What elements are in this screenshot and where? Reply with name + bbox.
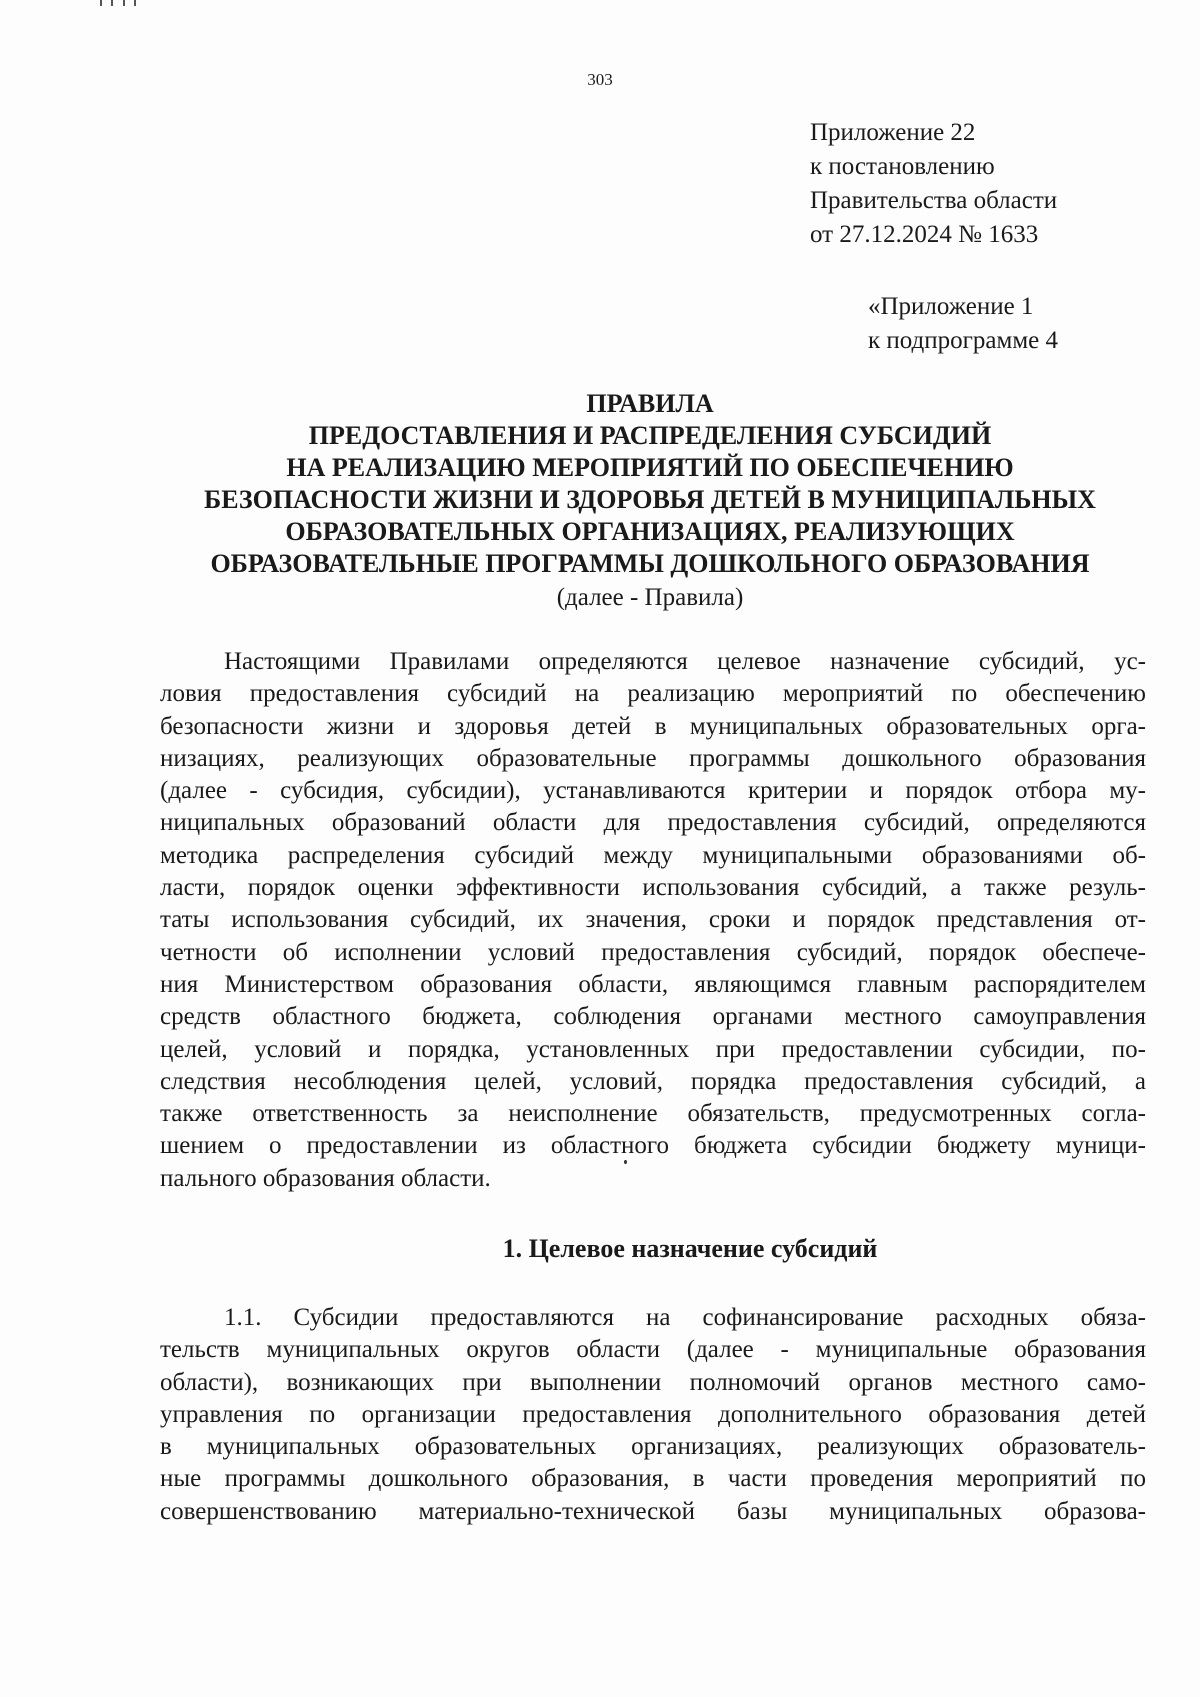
text-line: четности об исполнении условий предоставления субсидий, порядок обеспече- bbox=[160, 938, 1146, 966]
scan-speck bbox=[624, 1160, 627, 1164]
text-line: средств областного бюджета, соблюдения органами местного самоуправления bbox=[160, 1003, 1146, 1031]
text-line: тельств муниципальных округов области (далее - муниципальные образования bbox=[160, 1336, 1146, 1364]
text-line: методика распределения субсидий между муниципальными образованиями об- bbox=[160, 841, 1146, 869]
annex-sub-line: к подпрограмме 4 bbox=[868, 327, 1058, 354]
annex-reference bbox=[810, 116, 1057, 252]
annex-sub-line: «Приложение 1 bbox=[868, 293, 1034, 320]
scan-artifact bbox=[100, 0, 136, 6]
text-line: безопасности жизни и здоровья детей в муниципальных образовательных орга- bbox=[160, 712, 1146, 740]
annex-sub-reference bbox=[868, 290, 1058, 358]
text-line: Настоящими Правилами определяются целевое назначение субсидий, ус- bbox=[224, 648, 1146, 675]
annex-line: к постановлению bbox=[810, 153, 995, 180]
text-line: следствия несоблюдения целей, условий, порядка предоставления субсидий, а bbox=[160, 1067, 1146, 1095]
section-paragraph bbox=[160, 1302, 1146, 1528]
intro-paragraph bbox=[160, 646, 1146, 1195]
document-subtitle: (далее - Правила) bbox=[556, 584, 744, 611]
title-line: ОБРАЗОВАТЕЛЬНЫХ ОРГАНИЗАЦИЯХ, РЕАЛИЗУЮЩИХ bbox=[285, 517, 1015, 546]
annex-line: Приложение 22 bbox=[810, 119, 976, 146]
annex-line: Правительства области bbox=[810, 187, 1058, 214]
text-line: ловия предоставления субсидий на реализацию мероприятий по обеспечению bbox=[160, 680, 1146, 708]
text-line: ласти, порядок оценки эффективности использования субсидий, а также резуль- bbox=[160, 874, 1146, 902]
text-line: совершенствованию материально-технической базы муниципальных образова- bbox=[160, 1497, 1146, 1525]
title-line: БЕЗОПАСНОСТИ ЖИЗНИ И ЗДОРОВЬЯ ДЕТЕЙ В МУНИЦИПАЛЬНЫХ bbox=[204, 485, 1096, 514]
text-line: ниципальных образований области для предоставления субсидий, определяются bbox=[160, 809, 1146, 837]
text-line: таты использования субсидий, их значения, сроки и порядок представления от- bbox=[160, 906, 1146, 934]
text-line: низациях, реализующих образовательные программы дошкольного образования bbox=[160, 744, 1146, 772]
title-line: ПРАВИЛА bbox=[586, 389, 714, 418]
text-line: шением о предоставлении из областного бюджета субсидии бюджету муници- bbox=[160, 1132, 1146, 1160]
text-line: области), возникающих при выполнении полномочий органов местного само- bbox=[160, 1368, 1146, 1396]
text-line: управления по организации предоставления дополнительного образования детей bbox=[160, 1400, 1146, 1428]
title-line: ОБРАЗОВАТЕЛЬНЫЕ ПРОГРАММЫ ДОШКОЛЬНОГО ОБРАЗОВАНИЯ bbox=[210, 549, 1090, 578]
text-line: (далее - субсидия, субсидии), устанавливаются критерии и порядок отбора му- bbox=[160, 777, 1146, 805]
annex-line: от 27.12.2024 № 1633 bbox=[810, 221, 1039, 248]
text-line: в муниципальных образовательных организациях, реализующих образователь- bbox=[160, 1433, 1146, 1461]
page-number: 303 bbox=[587, 70, 613, 89]
section-heading: 1. Целевое назначение субсидий bbox=[502, 1234, 878, 1263]
text-line: целей, условий и порядка, установленных при предоставлении субсидии, по- bbox=[160, 1035, 1146, 1063]
text-line: пального образования области. bbox=[160, 1164, 491, 1192]
title-line: ПРЕДОСТАВЛЕНИЯ И РАСПРЕДЕЛЕНИЯ СУБСИДИЙ bbox=[308, 421, 992, 450]
text-line: также ответственность за неисполнение обязательств, предусмотренных согла- bbox=[160, 1100, 1146, 1128]
document-title bbox=[150, 388, 1150, 580]
title-line: НА РЕАЛИЗАЦИЮ МЕРОПРИЯТИЙ ПО ОБЕСПЕЧЕНИЮ bbox=[286, 453, 1014, 482]
text-line: 1.1. Субсидии предоставляются на софинансирование расходных обяза- bbox=[224, 1304, 1146, 1331]
text-line: ные программы дошкольного образования, в части проведения мероприятий по bbox=[160, 1465, 1146, 1493]
text-line: ния Министерством образования области, являющимся главным распорядителем bbox=[160, 970, 1146, 998]
